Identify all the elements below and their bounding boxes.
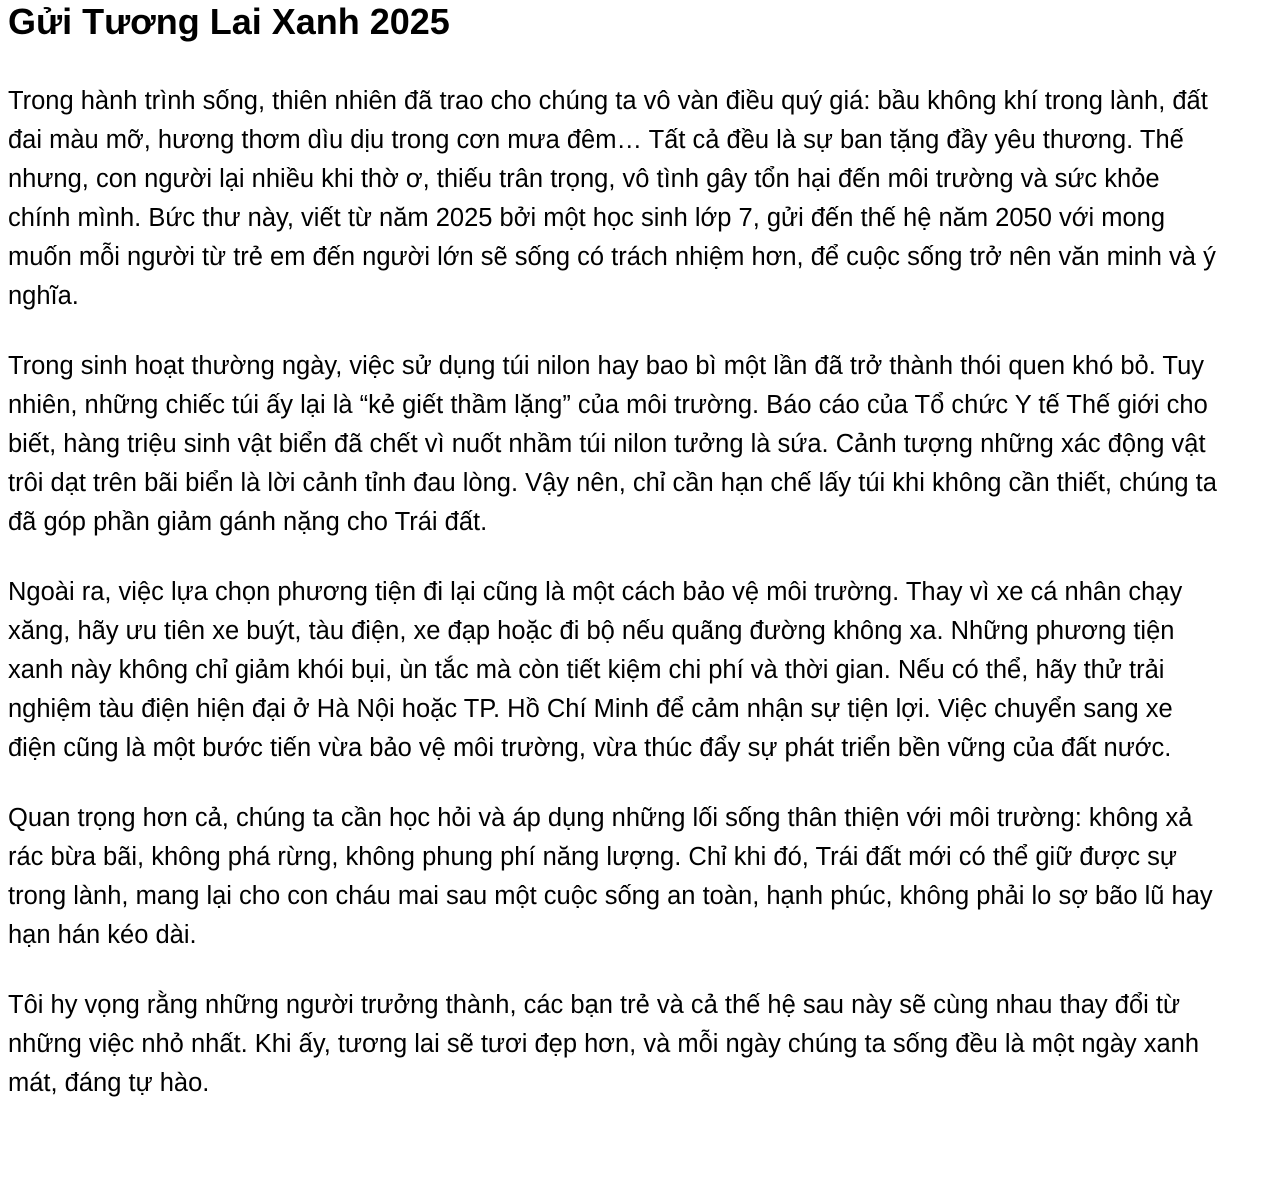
paragraph-conclusion: Tôi hy vọng rằng những người trưởng thành, các bạn trẻ và cả thế hệ sau này sẽ cùng nhau thay đổi từ những việc nhỏ nhất. Khi ấy, tương lai sẽ tươi đẹp hơn, và mỗi ngày chúng ta sống đều là một ngày xanh mát, đáng tự hào. [8, 991, 1200, 1097]
document-page [0, 2, 1262, 1103]
paragraph-transportation: Ngoài ra, việc lựa chọn phương tiện đi lại cũng là một cách bảo vệ môi trường. Thay vì xe cá nhân chạy xăng, hãy ưu tiên xe buýt, tàu điện, xe đạp hoặc đi bộ nếu quãng đường không xa. Những phương tiện xanh này không chỉ giảm khói bụi, ùn tắc mà còn tiết kiệm chi phí và thời gian. Nếu có thể, hãy thử trải nghiệm tàu điện hiện đại ở Hà Nội hoặc TP. Hồ Chí Minh để cảm nhận sự tiện lợi. Việc chuyển sang xe điện cũng là một bước tiến vừa bảo vệ môi trường, vừa thúc đẩy sự phát triển bền vững của đất nước. [8, 578, 1183, 762]
document-title: Gửi Tương Lai Xanh 2025 [8, 1, 450, 42]
paragraph-intro: Trong hành trình sống, thiên nhiên đã trao cho chúng ta vô vàn điều quý giá: bầu không khí trong lành, đất đai màu mỡ, hương thơm dìu dịu trong cơn mưa đêm… Tất cả đều là sự ban tặng đầy yêu thương. Thế nhưng, con người lại nhiều khi thờ ơ, thiếu trân trọng, vô tình gây tổn hại đến môi trường và sức khỏe chính mình. Bức thư này, viết từ năm 2025 bởi một học sinh lớp 7, gửi đến thế hệ năm 2050 với mong muốn mỗi người từ trẻ em đến người lớn sẽ sống có trách nhiệm hơn, để cuộc sống trở nên văn minh và ý nghĩa. [8, 87, 1216, 310]
paragraph-plastic-bags: Trong sinh hoạt thường ngày, việc sử dụng túi nilon hay bao bì một lần đã trở thành thói quen khó bỏ. Tuy nhiên, những chiếc túi ấy lại là “kẻ giết thầm lặng” của môi trường. Báo cáo của Tổ chức Y tế Thế giới cho biết, hàng triệu sinh vật biển đã chết vì nuốt nhầm túi nilon tưởng là sứa. Cảnh tượng những xác động vật trôi dạt trên bãi biển là lời cảnh tỉnh đau lòng. Vậy nên, chỉ cần hạn chế lấy túi khi không cần thiết, chúng ta đã góp phần giảm gánh nặng cho Trái đất. [8, 352, 1217, 536]
paragraph-eco-lifestyle: Quan trọng hơn cả, chúng ta cần học hỏi và áp dụng những lối sống thân thiện với môi trường: không xả rác bừa bãi, không phá rừng, không phung phí năng lượng. Chỉ khi đó, Trái đất mới có thể giữ được sự trong lành, mang lại cho con cháu mai sau một cuộc sống an toàn, hạnh phúc, không phải lo sợ bão lũ hay hạn hán kéo dài. [8, 804, 1213, 949]
